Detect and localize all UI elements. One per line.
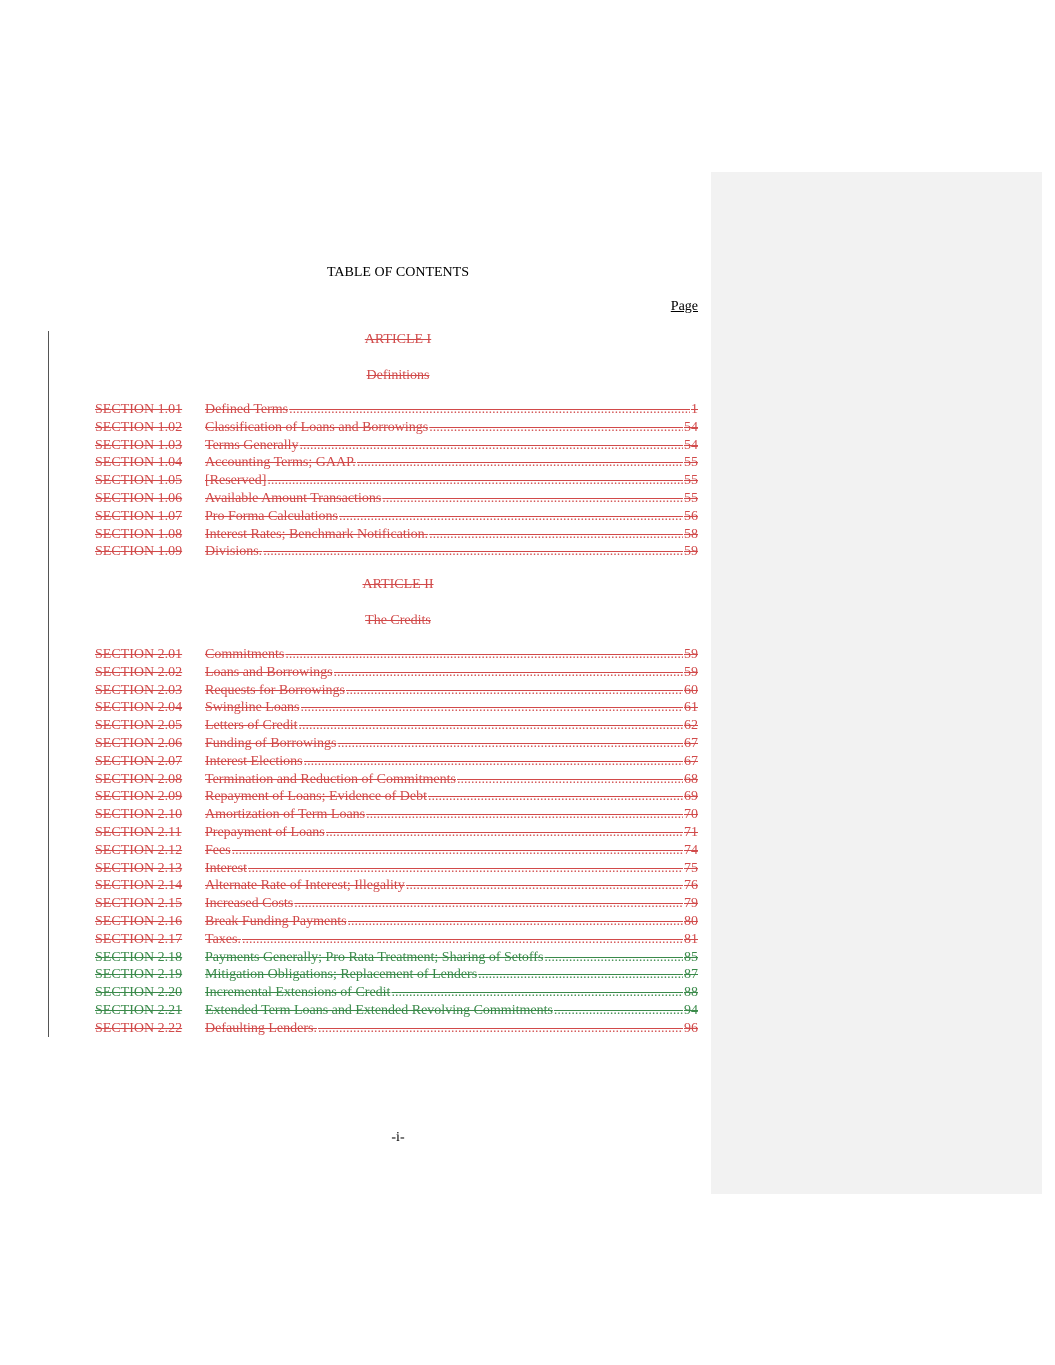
toc-entry[interactable] (95, 824, 698, 842)
toc-dot-leader (337, 735, 683, 753)
toc-page-number: 62 (684, 718, 698, 734)
article-2-subheading: The Credits (365, 613, 431, 628)
toc-section-title: Available Amount Transactions (205, 490, 382, 506)
toc-page-number: 94 (684, 1002, 698, 1018)
toc-page-number: 1 (691, 402, 698, 417)
toc-page-number: 55 (684, 455, 698, 471)
toc-section-title: Loans and Borrowings (205, 664, 333, 680)
toc-dot-leader (326, 824, 683, 842)
toc-section-title: Termination and Reduction of Commitments (205, 771, 456, 787)
toc-page-number: 55 (684, 490, 698, 506)
article-2-heading: ARTICLE II (362, 577, 434, 592)
toc-page-number: 76 (684, 878, 698, 894)
toc-entry[interactable] (95, 699, 698, 717)
toc-entry[interactable] (95, 437, 698, 455)
toc-section-title: Interest (205, 860, 247, 876)
toc-page-number: 75 (684, 860, 698, 876)
toc-dot-leader (232, 842, 683, 860)
toc-section-title: Commitments (205, 647, 285, 662)
toc-page-number: 74 (684, 842, 698, 858)
toc-dot-leader (357, 454, 683, 472)
toc-section-number: SECTION 2.18 (95, 949, 183, 965)
toc-section-title: Prepayment of Loans (205, 824, 325, 840)
toc-section-title: Amortization of Term Loans (205, 807, 366, 823)
toc-section-number: SECTION 2.15 (95, 896, 183, 912)
comment-pane (711, 172, 1042, 1194)
toc-section-title: Extended Term Loans and Extended Revolving Commitments (205, 1002, 553, 1018)
toc-dot-leader (339, 508, 683, 526)
toc-section-number: SECTION 2.20 (95, 985, 183, 1001)
toc-section-number: SECTION 2.13 (95, 860, 183, 876)
toc-section-title: Terms Generally (205, 437, 299, 453)
toc-section-title: Repayment of Loans; Evidence of Debt (205, 789, 427, 805)
toc-section-title: Increased Costs (205, 896, 294, 912)
toc-entry[interactable] (95, 771, 698, 789)
toc-section-number: SECTION 2.06 (95, 735, 183, 751)
toc-section-title: Break Funding Payments (205, 913, 347, 929)
toc-page-number: 68 (684, 771, 698, 787)
toc-entry[interactable] (95, 526, 698, 544)
toc-section-title: Alternate Rate of Interest; Illegality (205, 878, 405, 894)
toc-section-number: SECTION 2.22 (95, 1020, 183, 1036)
toc-dot-leader (366, 806, 683, 824)
toc-section-title: Fees (205, 842, 231, 858)
toc-dot-leader (346, 682, 683, 700)
toc-page-number: 87 (684, 967, 698, 983)
toc-page-number: 80 (684, 913, 698, 929)
toc-page-number: 60 (684, 682, 698, 698)
toc-entry[interactable] (95, 806, 698, 824)
toc-section-title: Classification of Loans and Borrowings (205, 419, 429, 435)
toc-page-number: 55 (684, 473, 698, 489)
toc-section-title: Payments Generally; Pro Rata Treatment; Sharing of Setoffs (205, 949, 544, 965)
toc-page-number: 67 (684, 753, 698, 769)
toc-page-number: 88 (684, 985, 698, 1001)
article-1-subheading: Definitions (366, 368, 430, 383)
toc-entry[interactable] (95, 454, 698, 472)
toc-section-number: SECTION 1.09 (95, 544, 183, 560)
toc-page-number: 85 (684, 949, 698, 965)
toc-section-number: SECTION 2.21 (95, 1002, 183, 1018)
toc-section-number: SECTION 2.12 (95, 842, 183, 858)
toc-section-number: SECTION 1.01 (95, 402, 183, 417)
toc-dot-leader (299, 437, 683, 455)
toc-section-number: SECTION 2.11 (95, 824, 182, 840)
toc-section-title: [Reserved] (205, 473, 267, 489)
change-bar (48, 331, 49, 1037)
toc-section-title: Funding of Borrowings (205, 735, 337, 751)
toc-entry[interactable] (95, 735, 698, 753)
toc-section-number: SECTION 1.02 (95, 419, 183, 435)
toc-page-number: 58 (684, 526, 698, 542)
toc-title: TABLE OF CONTENTS (327, 265, 469, 280)
toc-page-number: 69 (684, 789, 698, 805)
toc-entry[interactable] (95, 949, 698, 967)
toc-section-number: SECTION 2.17 (95, 931, 183, 947)
toc-page-number: 59 (684, 647, 698, 662)
toc-section-title: Interest Rates; Benchmark Notification. (205, 526, 429, 542)
toc-dot-leader (267, 472, 683, 490)
page-column-header: Page (670, 299, 698, 314)
toc-dot-leader (318, 1020, 683, 1038)
toc-section-number: SECTION 1.08 (95, 526, 183, 542)
toc-entry[interactable] (95, 966, 698, 984)
toc-section-number: SECTION 2.09 (95, 789, 183, 805)
toc-entry[interactable] (95, 984, 698, 1002)
toc-page-number: 70 (684, 807, 698, 823)
toc-entry[interactable] (95, 1002, 698, 1020)
toc-section-title: Defaulting Lenders. (205, 1020, 317, 1036)
toc-section-title: Divisions. (205, 544, 263, 560)
toc-section-title: Taxes. (205, 931, 241, 947)
toc-entry[interactable] (95, 860, 698, 878)
toc-dot-leader (428, 788, 683, 806)
toc-section-number: SECTION 2.19 (95, 967, 183, 983)
toc-page-number: 59 (684, 544, 698, 560)
toc-section-title: Incremental Extensions of Credit (205, 985, 391, 1001)
toc-section-number: SECTION 1.06 (95, 490, 183, 506)
toc-page-number: 71 (684, 824, 698, 840)
toc-dot-leader (429, 526, 683, 544)
toc-dot-leader (289, 401, 690, 419)
toc-section-number: SECTION 2.10 (95, 807, 183, 823)
toc-dot-leader (391, 984, 683, 1002)
toc-dot-leader (478, 966, 683, 984)
toc-section-number: SECTION 2.05 (95, 718, 183, 734)
toc-dot-leader (248, 860, 683, 878)
toc-page-number: 54 (684, 419, 698, 435)
toc-entry[interactable] (95, 877, 698, 895)
toc-page-number: 56 (684, 508, 698, 524)
toc-dot-leader (301, 699, 684, 717)
toc-dot-leader (406, 877, 683, 895)
toc-section-number: SECTION 1.07 (95, 508, 183, 524)
toc-entry[interactable] (95, 646, 698, 664)
toc-dot-leader (242, 931, 683, 949)
toc-page-number: 81 (684, 931, 698, 947)
toc-dot-leader (263, 543, 683, 561)
toc-entry[interactable] (95, 490, 698, 508)
toc-page-number: 59 (684, 664, 698, 680)
toc-entry[interactable] (95, 508, 698, 526)
toc-dot-leader (429, 419, 683, 437)
toc-section-title: Swingline Loans (205, 700, 300, 716)
toc-entry[interactable] (95, 913, 698, 931)
toc-section-title: Defined Terms (205, 402, 289, 417)
toc-section-title: Requests for Borrowings (205, 682, 345, 698)
toc-section-number: SECTION 2.08 (95, 771, 183, 787)
toc-section-number: SECTION 1.03 (95, 437, 183, 453)
page-number-footer: -i- (391, 1130, 405, 1145)
toc-page-number: 79 (684, 896, 698, 912)
toc-section-number: SECTION 1.04 (95, 455, 183, 471)
toc-dot-leader (285, 646, 683, 664)
toc-entry[interactable] (95, 401, 698, 419)
toc-dot-leader (304, 753, 683, 771)
toc-section-number: SECTION 1.05 (95, 473, 183, 489)
toc-entry[interactable] (95, 1020, 698, 1038)
toc-entry[interactable] (95, 664, 698, 682)
article-2-toc (95, 646, 698, 1038)
toc-section-number: SECTION 2.07 (95, 753, 183, 769)
toc-section-title: Interest Elections (205, 753, 303, 769)
toc-section-title: Pro Forma Calculations (205, 508, 338, 524)
toc-page-number: 67 (684, 735, 698, 751)
toc-section-number: SECTION 2.14 (95, 878, 183, 894)
toc-entry[interactable] (95, 682, 698, 700)
toc-entry[interactable] (95, 788, 698, 806)
article-1-toc (95, 401, 698, 561)
toc-section-title: Mitigation Obligations; Replacement of Lenders (205, 967, 478, 983)
toc-section-number: SECTION 2.01 (95, 647, 183, 662)
toc-dot-leader (299, 717, 683, 735)
article-1-heading: ARTICLE I (364, 332, 432, 347)
toc-entry[interactable] (95, 717, 698, 735)
toc-entry[interactable] (95, 472, 698, 490)
toc-section-number: SECTION 2.04 (95, 700, 183, 716)
toc-entry[interactable] (95, 419, 698, 437)
toc-dot-leader (334, 664, 683, 682)
toc-dot-leader (544, 949, 683, 967)
toc-dot-leader (554, 1002, 683, 1020)
toc-entry[interactable] (95, 931, 698, 949)
toc-dot-leader (294, 895, 683, 913)
toc-section-number: SECTION 2.03 (95, 682, 183, 698)
toc-dot-leader (348, 913, 683, 931)
toc-section-title: Accounting Terms; GAAP. (205, 455, 356, 471)
toc-section-number: SECTION 2.16 (95, 913, 183, 929)
toc-dot-leader (382, 490, 683, 508)
toc-section-number: SECTION 2.02 (95, 664, 183, 680)
toc-section-title: Letters of Credit (205, 718, 298, 734)
toc-entry[interactable] (95, 895, 698, 913)
toc-page-number: 54 (684, 437, 698, 453)
toc-page-number: 61 (684, 700, 698, 716)
toc-entry[interactable] (95, 842, 698, 860)
toc-page-number: 96 (684, 1020, 698, 1036)
toc-entry[interactable] (95, 753, 698, 771)
toc-entry[interactable] (95, 543, 698, 561)
toc-dot-leader (457, 771, 683, 789)
